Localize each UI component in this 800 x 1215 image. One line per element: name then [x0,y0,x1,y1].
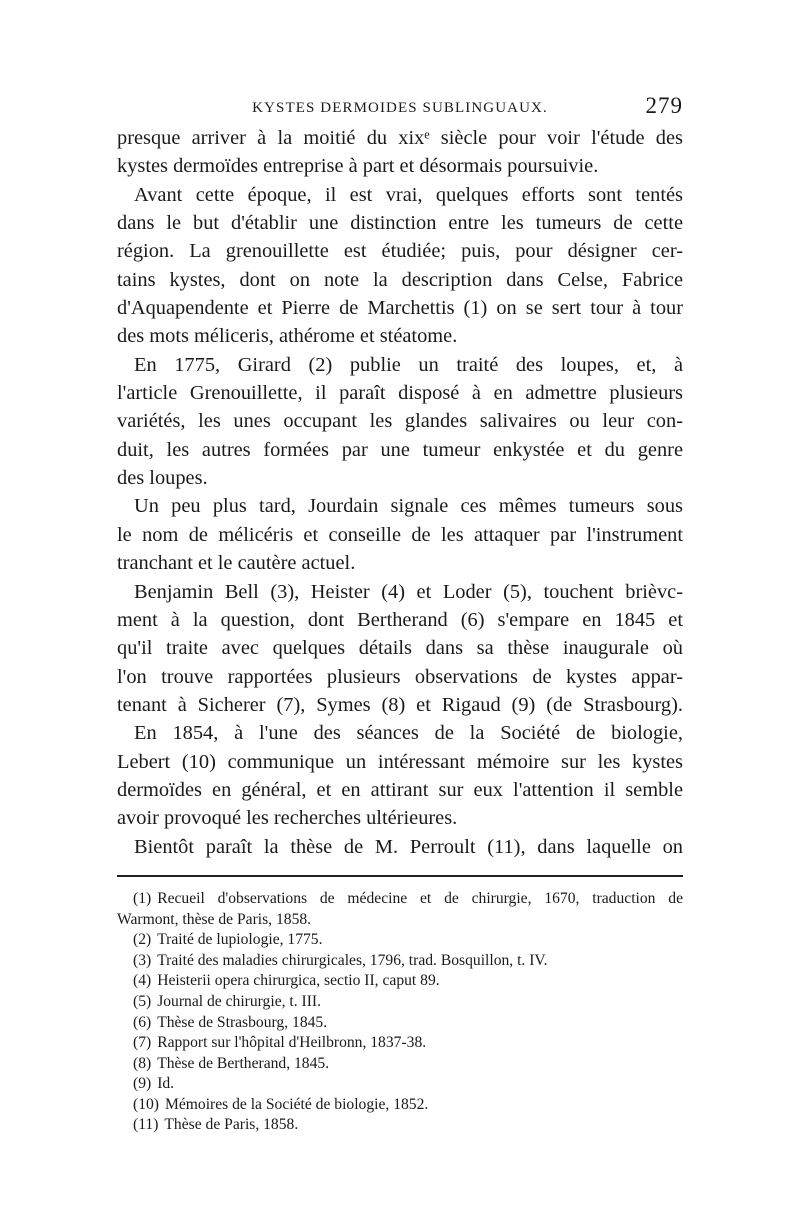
footnote-text: Rapport sur l'hôpital d'Heilbronn, 1837-38. [157,1034,427,1052]
text-line: Un peu plus tard, Jourdain signale ces mêmes tumeurs sous [134,495,683,518]
footnote-text: Traité de lupiologie, 1775. [157,931,323,949]
text-line: des mots méliceris, athérome et stéatome. [117,325,458,348]
text-line: ment à la question, dont Bertherand (6) s'empare en 1845 et [117,608,683,631]
text-line: l'on trouve rapportées plusieurs observations de kystes appar- [117,665,683,688]
footnote-text: Journal de chirurgie, t. III. [157,992,322,1010]
footnote-number: (3) [133,951,152,969]
footnote [117,1054,683,1075]
footnote [117,992,683,1013]
text-line: kystes dermoïdes entreprise à part et désormais poursuivie. [117,155,599,178]
text-line: duit, les autres formées par une tumeur enkystée et du genre [117,438,683,461]
text-line: région. La grenouillette est étudiée; puis, pour désigner cer- [117,240,683,263]
text-line: des loupes. [117,467,208,490]
footnote-number: (8) [133,1054,152,1072]
page-number: 279 [645,93,683,118]
footnote-number: (7) [133,1034,152,1052]
footnote-number: (1) [133,889,152,907]
footnote-text: Traité des maladies chirurgicales, 1796, trad. Bosquillon, t. IV. [157,951,548,969]
text-line: tranchant et le cautère actuel. [117,552,356,575]
footnote-text: Heisterii opera chirurgica, sectio II, caput 89. [157,972,440,990]
footnote-number: (6) [133,1013,152,1031]
text-line: d'Aquapendente et Pierre de Marchettis (1) on se sert tour à tour [117,297,683,320]
footnote [117,1033,683,1054]
running-head [117,88,683,118]
footnote-number: (11) [133,1116,159,1134]
footnote-number: (5) [133,992,152,1010]
footnote-number: (9) [133,1075,152,1093]
text-line: tains kystes, dont on note la description dans Celse, Fabrice [117,268,683,291]
text-line: En 1854, à l'une des séances de la Société de biologie, [134,722,683,745]
footnote [117,1095,683,1116]
footnote-text: Thèse de Bertherand, 1845. [157,1054,330,1072]
footnote-divider [117,875,683,877]
text-line: Lebert (10) communique un intéressant mémoire sur les kystes [117,750,683,773]
text-line: dans le but d'établir une distinction entre les tumeurs de cette [117,212,683,235]
text-line: dermoïdes en général, et en attirant sur eux l'attention il semble [117,778,683,801]
text-line: Benjamin Bell (3), Heister (4) et Loder (5), touchent brièvc- [134,580,683,603]
footnote-number: (4) [133,972,152,990]
footnote [117,930,683,951]
text-line: Bientôt paraît la thèse de M. Perroult (11), dans laquelle on [134,835,683,858]
footnote-number: (10) [133,1095,159,1113]
footnote-text: Recueil d'observations de médecine et de chirurgie, 1670, traduction de [157,889,683,907]
footnote [117,951,683,972]
text-line: tenant à Sicherer (7), Symes (8) et Rigaud (9) (de Strasbourg). [117,693,683,716]
text-line: variétés, les unes occupant les glandes salivaires ou leur con- [117,410,683,433]
footnotes [117,889,683,1136]
footnote [117,1115,683,1136]
footnote [117,1074,683,1095]
footnote-text: Mémoires de la Société de biologie, 1852. [164,1095,429,1113]
footnote-continuation: Warmont, thèse de Paris, 1858. [117,910,312,928]
text-line: En 1775, Girard (2) publie un traité des loupes, et, à [134,353,683,376]
footnote [117,1013,683,1034]
footnote-text: Id. [157,1075,175,1093]
text-line: qu'il traite avec quelques détails dans sa thèse inaugurale où [117,637,683,660]
book-page [117,88,683,1136]
footnote-text: Thèse de Strasbourg, 1845. [157,1013,328,1031]
text-line: avoir provoqué les recherches ultérieures. [117,807,458,830]
footnote-number: (2) [133,931,152,949]
main-text [117,124,683,861]
footnote-text: Thèse de Paris, 1858. [164,1116,299,1134]
text-line: l'article Grenouillette, il paraît disposé à en admettre plusieurs [117,382,683,405]
footnote [117,889,683,930]
text-line: presque arriver à la moitié du xixᵉ siècle pour voir l'étude des [117,127,683,149]
running-title: KYSTES DERMOIDES SUBLINGUAUX. [252,100,548,116]
text-line: le nom de mélicéris et conseille de les attaquer par l'instrument [117,523,683,546]
footnote [117,971,683,992]
text-line: Avant cette époque, il est vrai, quelques efforts sont tentés [134,183,683,206]
